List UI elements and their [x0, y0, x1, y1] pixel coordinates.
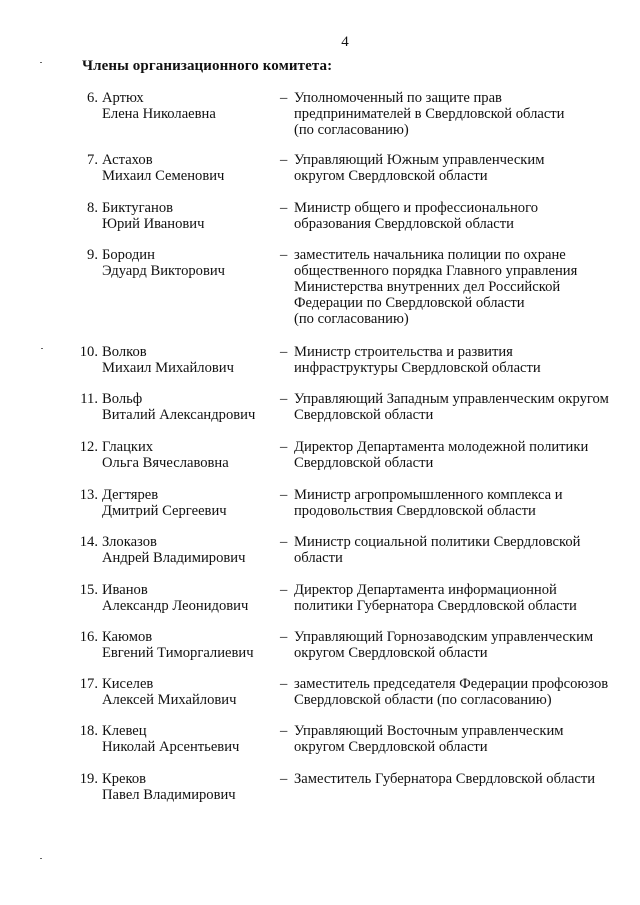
member-position-line: Федерации по Свердловской области	[294, 295, 525, 311]
member-number: 14.	[79, 534, 98, 550]
member-position-line: инфраструктуры Свердловской области	[294, 360, 541, 376]
member-position	[294, 439, 624, 471]
member-given-names: Елена Николаевна	[102, 106, 216, 122]
member-position-line: Управляющий Горнозаводским управленческим	[294, 629, 594, 645]
member-position-line: округом Свердловской области	[294, 645, 488, 661]
page-number: 4	[341, 34, 349, 50]
member-surname: Киселев	[102, 676, 154, 692]
scan-speck	[40, 62, 42, 63]
member-given-names: Михаил Семенович	[102, 168, 225, 184]
member-number: 11.	[80, 391, 98, 407]
member-surname: Биктуганов	[102, 200, 174, 216]
member-position-line: заместитель председателя Федерации профсоюзов	[294, 676, 609, 692]
member-position-line: Уполномоченный по защите прав	[294, 90, 502, 106]
member-given-names: Дмитрий Сергеевич	[102, 503, 227, 519]
member-position-line: общественного порядка Главного управления	[294, 263, 578, 279]
member-name	[102, 439, 277, 471]
member-name	[102, 391, 277, 423]
member-position-line: Свердловской области (по согласованию)	[294, 692, 552, 708]
member-dash: –	[280, 391, 288, 407]
member-position	[294, 771, 624, 787]
member-name	[102, 771, 277, 803]
member-position-line: Министр социальной политики Свердловской	[294, 534, 581, 550]
member-position-line: Министр агропромышленного комплекса и	[294, 487, 563, 503]
member-name	[102, 200, 277, 232]
member-name	[102, 534, 277, 566]
member-dash: –	[280, 200, 288, 216]
member-given-names: Ольга Вячеславовна	[102, 455, 229, 471]
member-number: 13.	[79, 487, 98, 503]
member-surname: Злоказов	[102, 534, 157, 550]
member-position	[294, 200, 624, 232]
member-position-line: Министерства внутренних дел Российской	[294, 279, 561, 295]
member-number: 16.	[79, 629, 98, 645]
member-name	[102, 247, 277, 279]
member-name	[102, 344, 277, 376]
member-name	[102, 582, 277, 614]
member-dash: –	[280, 344, 288, 360]
member-number: 8.	[87, 200, 98, 216]
member-number: 9.	[87, 247, 98, 263]
member-position-line: округом Свердловской области	[294, 739, 488, 755]
member-surname: Дегтярев	[102, 487, 159, 503]
member-surname: Вольф	[102, 391, 143, 407]
member-position-line: области	[294, 550, 343, 566]
member-position-line: Директор Департамента молодежной политики	[294, 439, 589, 455]
member-dash: –	[280, 439, 288, 455]
member-dash: –	[280, 247, 288, 263]
member-dash: –	[280, 152, 288, 168]
member-surname: Астахов	[102, 152, 153, 168]
member-surname: Глацких	[102, 439, 154, 455]
member-dash: –	[280, 90, 288, 106]
member-surname: Бородин	[102, 247, 155, 263]
member-number: 19.	[79, 771, 98, 787]
member-dash: –	[280, 629, 288, 645]
member-name	[102, 629, 277, 661]
member-position-line: Управляющий Восточным управленческим	[294, 723, 564, 739]
member-position-line: (по согласованию)	[294, 122, 409, 138]
member-position-line: Свердловской области	[294, 455, 434, 471]
member-name	[102, 487, 277, 519]
member-position	[294, 344, 624, 376]
member-position-line: Директор Департамента информационной	[294, 582, 557, 598]
member-position-line: округом Свердловской области	[294, 168, 488, 184]
scan-speck	[41, 348, 43, 349]
member-position	[294, 676, 624, 708]
member-position	[294, 629, 624, 661]
member-position-line: заместитель начальника полиции по охране	[294, 247, 566, 263]
scan-speck	[40, 858, 42, 859]
member-number: 7.	[87, 152, 98, 168]
member-position-line: Управляющий Южным управленческим	[294, 152, 545, 168]
member-name	[102, 676, 277, 708]
member-position-line: предпринимателей в Свердловской области	[294, 106, 565, 122]
member-position	[294, 582, 624, 614]
member-position	[294, 247, 624, 327]
member-position	[294, 90, 624, 138]
member-position	[294, 723, 624, 755]
member-position	[294, 391, 624, 423]
member-surname: Креков	[102, 771, 147, 787]
member-surname: Клевец	[102, 723, 147, 739]
member-dash: –	[280, 534, 288, 550]
member-dash: –	[280, 723, 288, 739]
member-given-names: Павел Владимирович	[102, 787, 236, 803]
member-given-names: Евгений Тиморгалиевич	[102, 645, 254, 661]
member-name	[102, 90, 277, 122]
member-position-line: политики Губернатора Свердловской области	[294, 598, 577, 614]
member-position-line: образования Свердловской области	[294, 216, 514, 232]
member-position-line: Свердловской области	[294, 407, 434, 423]
member-position-line: Министр строительства и развития	[294, 344, 513, 360]
member-number: 12.	[79, 439, 98, 455]
member-position-line: (по согласованию)	[294, 311, 409, 327]
member-surname: Артюх	[102, 90, 144, 106]
member-dash: –	[280, 487, 288, 503]
member-dash: –	[280, 582, 288, 598]
member-number: 17.	[79, 676, 98, 692]
member-number: 18.	[79, 723, 98, 739]
member-dash: –	[280, 676, 288, 692]
member-name	[102, 152, 277, 184]
member-name	[102, 723, 277, 755]
member-position-line: Министр общего и профессионального	[294, 200, 538, 216]
member-surname: Иванов	[102, 582, 148, 598]
member-given-names: Николай Арсентьевич	[102, 739, 240, 755]
member-given-names: Алексей Михайлович	[102, 692, 237, 708]
member-position	[294, 534, 624, 566]
member-surname: Каюмов	[102, 629, 153, 645]
member-given-names: Александр Леонидович	[102, 598, 249, 614]
member-position-line: Заместитель Губернатора Свердловской области	[294, 771, 596, 787]
member-surname: Волков	[102, 344, 147, 360]
member-position-line: Управляющий Западным управленческим округом	[294, 391, 609, 407]
member-number: 10.	[79, 344, 98, 360]
member-given-names: Андрей Владимирович	[102, 550, 246, 566]
member-dash: –	[280, 771, 288, 787]
member-given-names: Юрий Иванович	[102, 216, 205, 232]
member-given-names: Эдуард Викторович	[102, 263, 226, 279]
member-position-line: продовольствия Свердловской области	[294, 503, 536, 519]
member-given-names: Михаил Михайлович	[102, 360, 234, 376]
member-number: 6.	[87, 90, 98, 106]
member-position	[294, 152, 624, 184]
member-number: 15.	[79, 582, 98, 598]
member-given-names: Виталий Александрович	[102, 407, 256, 423]
section-heading: Члены организационного комитета:	[82, 58, 333, 74]
member-position	[294, 487, 624, 519]
